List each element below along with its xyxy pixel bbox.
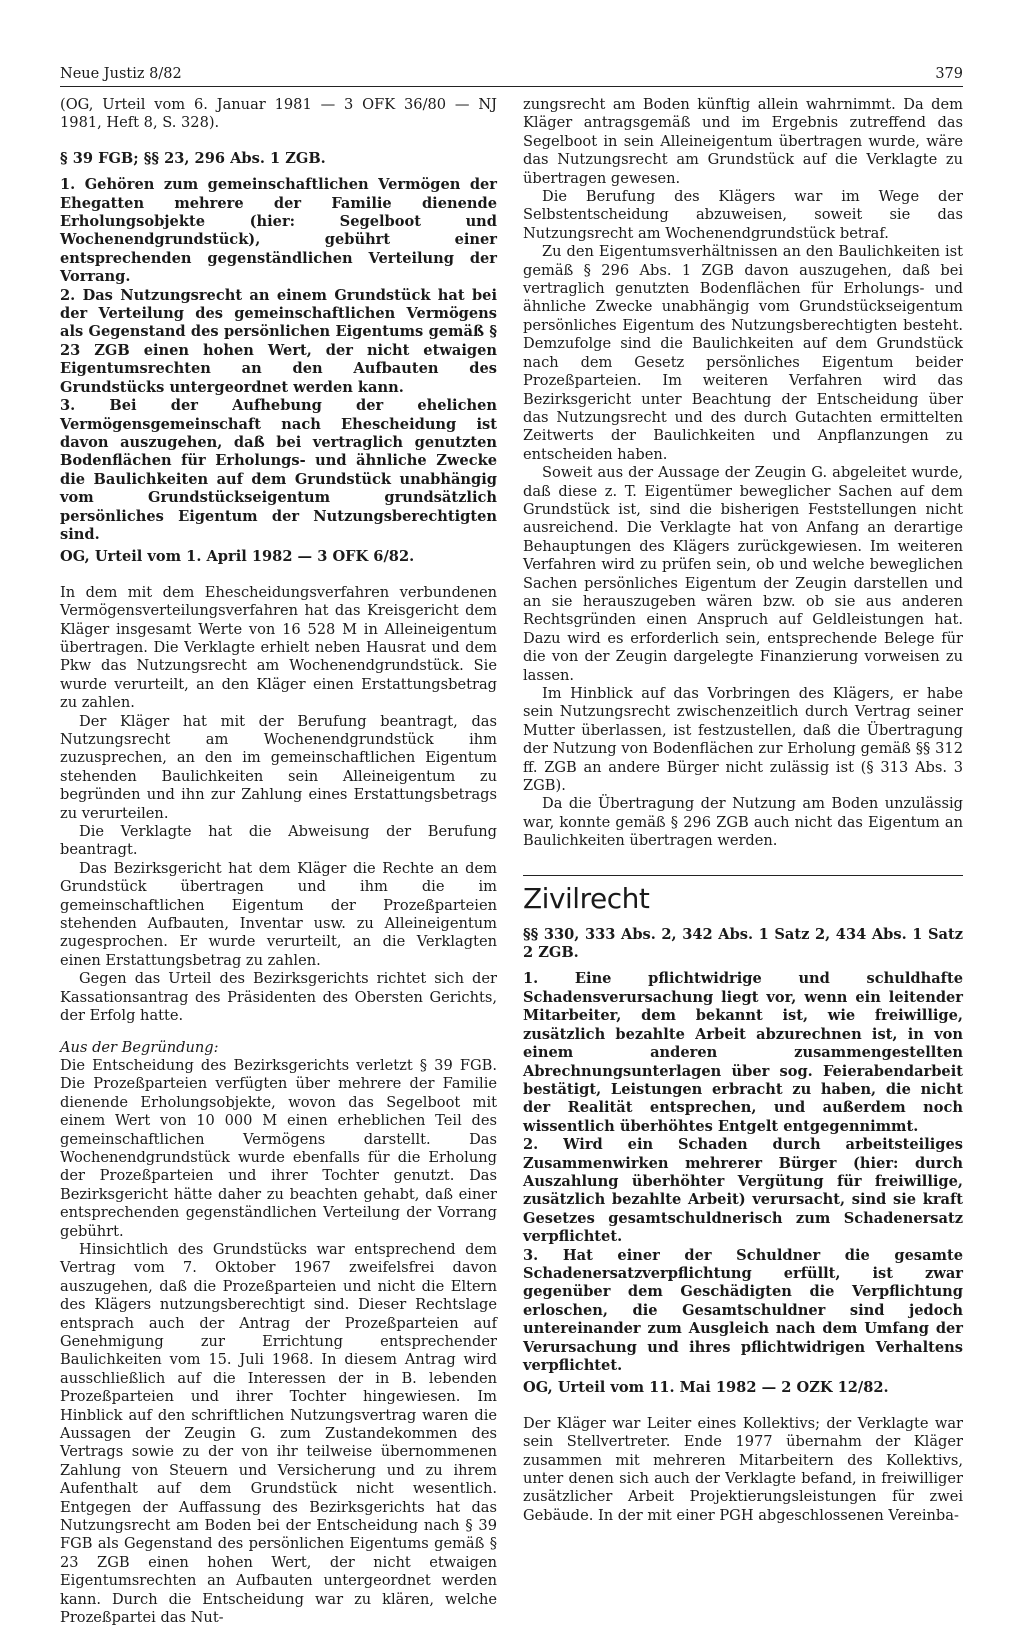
paragraph: Gegen das Urteil des Bezirksgerichts richtet sich der Kassationsantrag des Präsidenten des Obersten Gerichts, der Erfolg hatte. [60,970,497,1025]
decision-reference: OG, Urteil vom 11. Mai 1982 — 2 OZK 12/82. [523,1379,889,1397]
right-column [523,96,963,1525]
citation: (OG, Urteil vom 6. Januar 1981 — 3 OFK 36/80 — NJ 1981, Heft 8, S. 328). [60,96,497,132]
norms-heading: §§ 330, 333 Abs. 2, 342 Abs. 1 Satz 2, 434 Abs. 1 Satz 2 ZGB. [523,925,963,962]
section-rule [523,875,963,876]
section-title: Zivilrecht [523,881,650,915]
headnote-3: 3. Hat einer der Schuldner die gesamte Schadenersatzverpflichtung erfüllt, ist zwar gegenüber dem Geschädigten die Verpflichtung erloschen, die Gesamtschuldner sind jedoch untereinander zum Ausgleich nach dem Umfang der Verursachung und ihres pflichtwidrigen Verhaltens verpflichtet. [523,1246,963,1374]
headnote-3: 3. Bei der Aufhebung der ehelichen Vermögensgemeinschaft nach Ehescheidung ist davon auszugehen, daß bei vertraglich genutzten Bodenflächen für Erholungs- und ähnliche Zwecke die Baulichkeiten auf dem Grundstück unabhängig vom Grundstückseigentum grundsätzlich persönliches Eigentum der Nutzungsberechtigten sind. [60,397,497,543]
headnote-2: 2. Das Nutzungsrecht an einem Grundstück hat bei der Verteilung des gemeinschaftlichen Vermögens als Gegenstand des persönlichen Eigentums gemäß § 23 ZGB einen hohen Wert, der nicht etwaigen Eigentumsrechten an den Aufbauten des Grundstücks untergeordnet werden kann. [60,286,497,396]
paragraph: Zu den Eigentumsverhältnissen an den Baulichkeiten ist gemäß § 296 Abs. 1 ZGB davon auszugehen, daß bei vertraglich genutzten Bodenflächen für Erholungs- und ähnliche Zwecke unabhängig vom Grundstückseigentum persönliches Eigentum des Nutzungsberechtigten besteht. Demzufolge sind die Baulichkeiten auf dem Grundstück nach dem Gesetz persönliches Eigentum beider Prozeßparteien. Im weiteren Verfahren wird das Bezirksgericht unter Beachtung der Entscheidung über das Nutzungsrecht und des durch Gutachten ermittelten Zeitwerts der Baulichkeiten und Anpflanzungen zu entscheiden haben. [523,243,963,463]
page-number: 379 [935,66,963,82]
paragraph: Das Bezirksgericht hat dem Kläger die Rechte an dem Grundstück übertragen und ihm die im gemeinschaftlichen Eigentum der Prozeßparteien stehenden Aufbauten, Inventar usw. zu Alleineigentum zugesprochen. Er wurde verurteilt, an die Verklagten einen Erstattungsbetrag zu zahlen. [60,859,497,969]
paragraph: Die Entscheidung des Bezirksgerichts verletzt § 39 FGB. Die Prozeßparteien verfügten über mehrere der Familie dienende Erholungsobjekte, wovon das Segelboot mit einem Wert von 10 000 M einen erheblichen Teil des gemeinschaftlichen Vermögens darstellt. Das Wochenendgrundstück wurde ebenfalls für die Erholung der Prozeßparteien und ihrer Tochter genutzt. Das Bezirksgericht hätte daher zu beachten gehabt, daß einer entsprechenden gegenständlichen Verteilung der Vorrang gebührt. [60,1056,497,1240]
paragraph: Der Kläger war Leiter eines Kollektivs; der Verklagte war sein Stellvertreter. Ende 1977 übernahm der Kläger zusammen mit mehreren Mitarbeitern des Kollektivs, unter denen sich auch der Verklagte befand, in freiwilliger zusätzlicher Arbeit Projektierungsleistungen für zwei Gebäude. In der mit einer PGH abgeschlossenen Vereinba- [523,1414,963,1524]
journal-title: Neue Justiz 8/82 [60,66,182,82]
paragraph: zungsrecht am Boden künftig allein wahrnimmt. Da dem Kläger antragsgemäß und im Ergebnis zutreffend das Segelboot in sein Alleineigentum übertragen wurde, wäre das Nutzungsrecht am Grundstück auf die Verklagte zu übertragen gewesen. [523,96,963,187]
left-column [60,96,497,1628]
headnote-2: 2. Wird ein Schaden durch arbeitsteiliges Zusammenwirken mehrerer Bürger (hier: durch Auszahlung überhöhter Vergütung für freiwillige, zusätzlich bezahlte Arbeit) verursacht, sind sie kraft Gesetzes gesamtschuldnerisch zum Schadenersatz verpflichtet. [523,1136,963,1246]
paragraph: Soweit aus der Aussage der Zeugin G. abgeleitet wurde, daß diese z. T. Eigentümer beweglicher Sachen auf dem Grundstück ist, sind die bisherigen Feststellungen nicht ausreichend. Die Verklagte hat von Anfang an derartige Behauptungen des Klägers zurückgewiesen. Im weiteren Verfahren wird zu prüfen sein, ob und welche beweglichen Sachen persönliches Eigentum der Zeugin darstellen und an sie herauszugeben wären bzw. ob sie aus anderen Rechtsgründen einen Anspruch auf Geldleistungen hat. Dazu wird es erforderlich sein, entsprechende Belege für die von der Zeugin dargelegte Finanzierung vorweisen zu lassen. [523,464,963,684]
paragraph: Hinsichtlich des Grundstücks war entsprechend dem Vertrag vom 7. Oktober 1967 zweifelsfrei davon auszugehen, daß die Prozeßparteien und nicht die Eltern des Klägers nutzungsberechtigt sind. Dieser Rechtslage entsprach auch der Antrag der Prozeßparteien auf Genehmigung zur Errichtung entsprechender Baulichkeiten vom 15. Juli 1968. In diesem Antrag wird ausschließlich auf die Interessen der in B. lebenden Prozeßparteien und ihrer Tochter hingewiesen. Im Hinblick auf den schriftlichen Nutzungsvertrag waren die Aussagen der Zeugin G. zum Zustandekommen des Vertrags sowie zu der von ihr teilweise übernommenen Zahlung von Steuern und Versicherung und zu ihrem Aufenthalt auf dem Grundstück nicht wesentlich. Entgegen der Auffassung des Bezirksgerichts hat das Nutzungsrecht am Boden bei der Entscheidung nach § 39 FGB als Gegenstand des persönlichen Eigentums gemäß § 23 ZGB einen hohen Wert, der nicht etwaigen Eigentumsrechten an Aufbauten untergeordnet werden kann. Durch die Entscheidung war zu klären, welche Prozeßpartei das Nut- [60,1240,497,1627]
paragraph: Im Hinblick auf das Vorbringen des Klägers, er habe sein Nutzungsrecht zwischenzeitlich durch Vertrag seiner Mutter überlassen, ist festzustellen, daß die Übertragung der Nutzung von Bodenflächen zur Erholung gemäß §§ 312 ff. ZGB an andere Bürger nicht zulässig ist (§ 313 Abs. 3 ZGB). [523,685,963,795]
paragraph: Die Verklagte hat die Abweisung der Berufung beantragt. [60,823,497,859]
paragraph: In dem mit dem Ehescheidungsverfahren verbundenen Vermögensverteilungsverfahren hat das Kreisgericht dem Kläger insgesamt Werte von 16 528 M in Alleineigentum übertragen. Die Verklagte erhielt neben Hausrat und dem Pkw das Nutzungsrecht am Wochenendgrundstück. Sie wurde verurteilt, an den Kläger einen Erstattungsbetrag zu zahlen. [60,583,497,712]
header-rule [60,86,963,87]
reasons-heading: Aus der Begründung: [60,1038,219,1056]
paragraph: Da die Übertragung der Nutzung am Boden unzulässig war, konnte gemäß § 296 ZGB auch nicht das Eigentum an Baulichkeiten übertragen werden. [523,795,963,850]
headnote-1: 1. Gehören zum gemeinschaftlichen Vermögen der Ehegatten mehrere der Familie dienende Erholungsobjekte (hier: Segelboot und Wochenendgrundstück), gebührt einer entsprechenden gegenständlichen Verteilung der Vorrang. [60,176,497,286]
decision-reference: OG, Urteil vom 1. April 1982 — 3 OFK 6/82. [60,548,415,566]
norms-heading: § 39 FGB; §§ 23, 296 Abs. 1 ZGB. [60,149,326,167]
paragraph: Der Kläger hat mit der Berufung beantragt, das Nutzungsrecht am Wochenendgrundstück ihm zuzusprechen, an den im gemeinschaftlichen Eigentum stehenden Baulichkeiten sein Alleineigentum zu begründen und ihn zur Zahlung eines Erstattungsbetrags zu verurteilen. [60,712,497,822]
headnote-1: 1. Eine pflichtwidrige und schuldhafte Schadensverursachung liegt vor, wenn ein leitender Mitarbeiter, dem bekannt ist, wie freiwillige, zusätzlich bezahlte Arbeit abzurechnen ist, in von einem anderen zusammengestellten Abrechnungsunterlagen über sog. Feierabendarbeit bestätigt, Leistungen erbracht zu haben, die nicht der Realität entsprechen, und außerdem noch wissentlich überhöhtes Entgelt entgegennimmt. [523,970,963,1135]
paragraph: Die Berufung des Klägers war im Wege der Selbstentscheidung abzuweisen, soweit sie das Nutzungsrecht am Wochenendgrundstück betraf. [523,188,963,242]
